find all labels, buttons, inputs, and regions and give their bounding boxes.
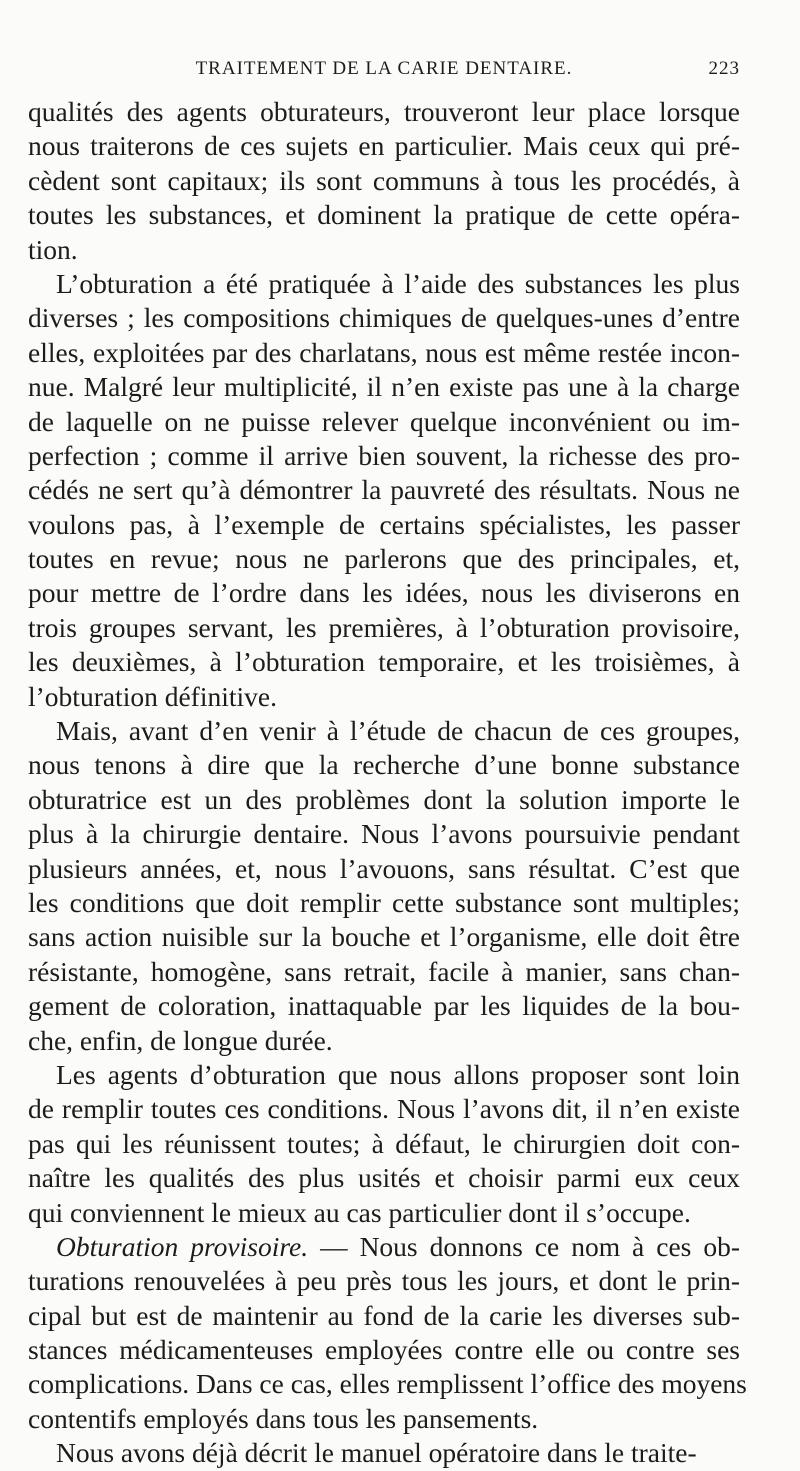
- text-line: Nous avons déjà décrit le manuel opératoire dans le traite-: [56, 1437, 697, 1469]
- text-line: contentifs employés dans tous les pansements.: [28, 1402, 539, 1434]
- text-line: plus à la chirurgie dentaire. Nous l’avons poursuivie pendant: [28, 818, 740, 850]
- text-line: perfection ; comme il arrive bien souvent, la richesse des pro-: [28, 439, 740, 471]
- paragraph: [28, 1230, 747, 1436]
- text-line-rest: — Nous donnons ce nom à ces ob-: [308, 1230, 740, 1262]
- text-line: obturatrice est un des problèmes dont la solution importe le: [28, 783, 740, 815]
- paragraph: [28, 714, 740, 1058]
- text-line: L’obturation a été pratiquée à l’aide des substances les plus: [56, 267, 740, 299]
- text-line: Mais, avant d’en venir à l’étude de chacun de ces groupes,: [56, 715, 740, 747]
- text-line: elles, exploitées par des charlatans, nous est même restée incon-: [28, 336, 740, 368]
- text-line: pour mettre de l’ordre dans les idées, nous les diviserons en: [28, 577, 740, 609]
- text-line: de laquelle on ne puisse relever quelque inconvénient ou im-: [28, 405, 740, 437]
- text-line: résistante, homogène, sans retrait, facile à manier, sans chan-: [28, 955, 740, 987]
- body-text: [28, 95, 747, 1471]
- text-line: qualités des agents obturateurs, trouveront leur place lorsque: [28, 96, 740, 127]
- text-line: les conditions que doit remplir cette substance sont multiples;: [28, 886, 740, 918]
- text-line: cèdent sont capitaux; ils sont communs à tous les procédés, à: [28, 164, 740, 196]
- text-line: diverses ; les compositions chimiques de quelques-unes d’entre: [28, 302, 740, 334]
- text-line: Les agents d’obturation que nous allons proposer sont loin: [56, 1058, 740, 1090]
- text-line: gement de coloration, inattaquable par les liquides de la bou-: [28, 990, 740, 1022]
- text-line: nous tenons à dire que la recherche d’une bonne substance: [28, 749, 740, 781]
- paragraph: [28, 95, 740, 267]
- text-line: complications. Dans ce cas, elles remplissent l’office des moyens: [28, 1368, 747, 1400]
- text-line: voulons pas, à l’exemple de certains spécialistes, les passer: [28, 508, 740, 540]
- section-heading-italic: Obturation provisoire.: [56, 1230, 309, 1262]
- text-line: pas qui les réunissent toutes; à défaut, le chirurgien doit con-: [28, 1127, 740, 1159]
- text-line: les deuxièmes, à l’obturation temporaire, et les troisièmes, à: [28, 646, 740, 678]
- text-line: toutes les substances, et dominent la pratique de cette opéra-: [28, 199, 740, 231]
- running-header: [28, 58, 740, 88]
- text-line: nue. Malgré leur multiplicité, il n’en existe pas une à la charge: [28, 371, 740, 403]
- text-line: toutes en revue; nous ne parlerons que des principales, et,: [28, 543, 740, 575]
- text-line: naître les qualités des plus usités et choisir parmi eux ceux: [28, 1162, 740, 1194]
- text-line: de remplir toutes ces conditions. Nous l’avons dit, il n’en existe: [28, 1093, 740, 1125]
- paragraph: [28, 1436, 740, 1470]
- text-line: cédés ne sert qu’à démontrer la pauvreté des résultats. Nous ne: [28, 474, 740, 506]
- text-line: tion.: [28, 233, 78, 265]
- text-line: qui conviennent le mieux au cas particulier dont il s’occupe.: [28, 1196, 691, 1228]
- paragraph: [28, 1058, 740, 1230]
- text-line: [28, 1230, 740, 1264]
- text-line: trois groupes servant, les premières, à l’obturation provisoire,: [28, 611, 740, 643]
- text-line: nous traiterons de ces sujets en particulier. Mais ceux qui pré-: [28, 130, 740, 162]
- text-line: cipal but est de maintenir au fond de la carie les diverses sub-: [28, 1299, 740, 1331]
- text-line: turations renouvelées à peu près tous les jours, et dont le prin-: [28, 1265, 740, 1297]
- text-line: stances médicamenteuses employées contre elle ou contre ses: [28, 1334, 740, 1366]
- running-title: TRAITEMENT DE LA CARIE DENTAIRE.: [195, 58, 573, 79]
- text-line: sans action nuisible sur la bouche et l’organisme, elle doit être: [28, 921, 740, 953]
- page-number: 223: [708, 58, 740, 79]
- text-line: l’obturation définitive.: [28, 680, 277, 712]
- paragraph: [28, 267, 740, 714]
- text-line: che, enfin, de longue durée.: [28, 1024, 333, 1056]
- text-line: plusieurs années, et, nous l’avouons, sans résultat. C’est que: [28, 852, 740, 884]
